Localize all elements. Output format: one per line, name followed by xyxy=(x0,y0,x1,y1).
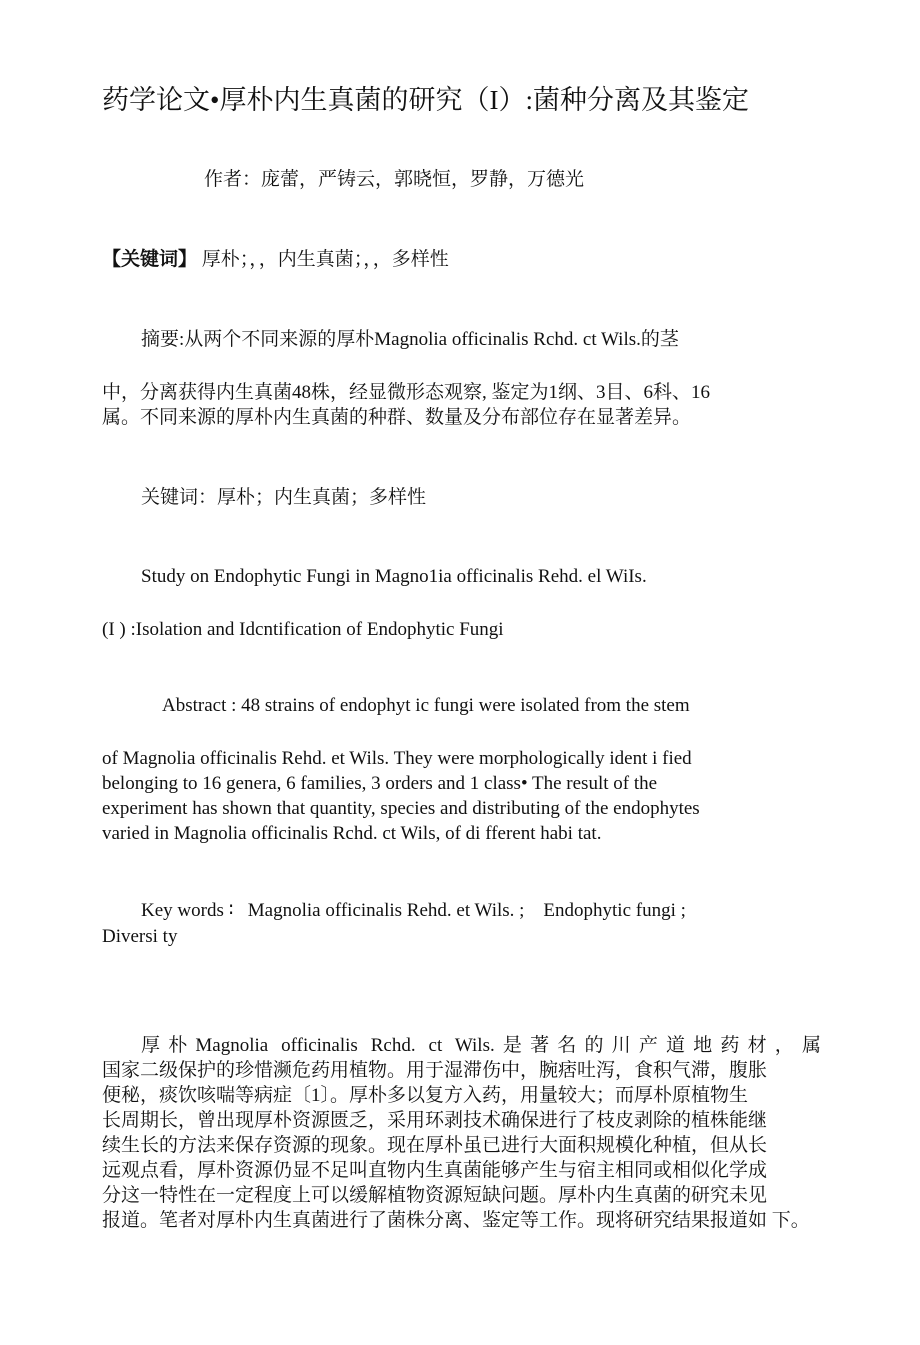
body-line: 长周期长，曾出现厚朴资源匮乏，采用环剥技术确保进行了枝皮剥除的植株能继 xyxy=(102,1110,768,1131)
authors: 作者：庞蕾，严铸云，郭晓恒，罗静，万德光 xyxy=(204,169,585,190)
en-abstract-line: of Magnolia officinalis Rehd. et Wils. They were morphologically ident i fied xyxy=(102,748,692,769)
en-title-line2: (I ) :Isolation and Idcntification of Endophytic Fungi xyxy=(102,619,504,640)
cn-abstract-line: 摘要:从两个不同来源的厚朴Magnolia officinalis Rchd. ct Wils.的茎 xyxy=(141,329,679,350)
keywords-value: 厚朴；，，内生真菌；，，多样性 xyxy=(201,249,449,270)
keywords-header xyxy=(102,248,449,272)
body-line: 报道。笔者对厚朴内生真菌进行了菌株分离、鉴定等工作。现将研究结果报道如 下。 xyxy=(102,1210,810,1231)
en-keywords-line1: Key words ∶ Magnolia officinalis Rehd. et Wils. ; Endophytic fungi ; xyxy=(141,900,686,921)
body-line: 分这一特性在一定程度上可以缓解植物资源短缺问题。厚朴内生真菌的研究未见 xyxy=(102,1185,768,1206)
body-line: 便秘，痰饮咳喘等病症〔1〕。厚朴多以复方入药，用量较大；而厚朴原植物生 xyxy=(102,1085,749,1106)
en-keywords-line2: Diversi ty xyxy=(102,926,178,947)
cn-abstract-line: 中，分离获得内生真菌48株，经显微形态观察, 鉴定为1纲、3目、6科、16 xyxy=(102,382,711,403)
en-abstract-line: belonging to 16 genera, 6 families, 3 orders and 1 class• The result of the xyxy=(102,773,658,794)
page-title: 药学论文•厚朴内生真菌的研究（I）:菌种分离及其鉴定 xyxy=(102,85,749,115)
body-line: 续生长的方法来保存资源的现象。现在厚朴虽已进行大面积规模化种植，但从长 xyxy=(102,1135,768,1156)
en-abstract-line: experiment has shown that quantity, species and distributing of the endophytes xyxy=(102,798,700,819)
cn-abstract-line: 属。不同来源的厚朴内生真菌的种群、数量及分布部位存在显著差异。 xyxy=(102,407,692,428)
body-line: 远观点看，厚朴资源仍显不足叫直物内生真菌能够产生与宿主相同或相似化学成 xyxy=(102,1160,768,1181)
en-abstract-line: Abstract : 48 strains of endophyt ic fungi were isolated from the stem xyxy=(162,695,690,716)
en-title-line1: Study on Endophytic Fungi in Magno1ia officinalis Rehd. el WiIs. xyxy=(141,566,647,587)
body-line: 国家二级保护的珍惜濒危药用植物。用于湿滞伤中，腕痞吐泻，食积气滞，腹胀 xyxy=(102,1060,768,1081)
body-line: 厚朴Magnolia officinalis Rchd. ct Wils.是著名的川产道地药材，属 xyxy=(141,1035,821,1056)
keywords-label: 【关键词】 xyxy=(102,249,198,270)
en-abstract-line: varied in Magnolia officinalis Rchd. ct Wils, of di fferent habi tat. xyxy=(102,823,602,844)
cn-keywords: 关键词：厚朴；内生真菌；多样性 xyxy=(141,487,427,508)
